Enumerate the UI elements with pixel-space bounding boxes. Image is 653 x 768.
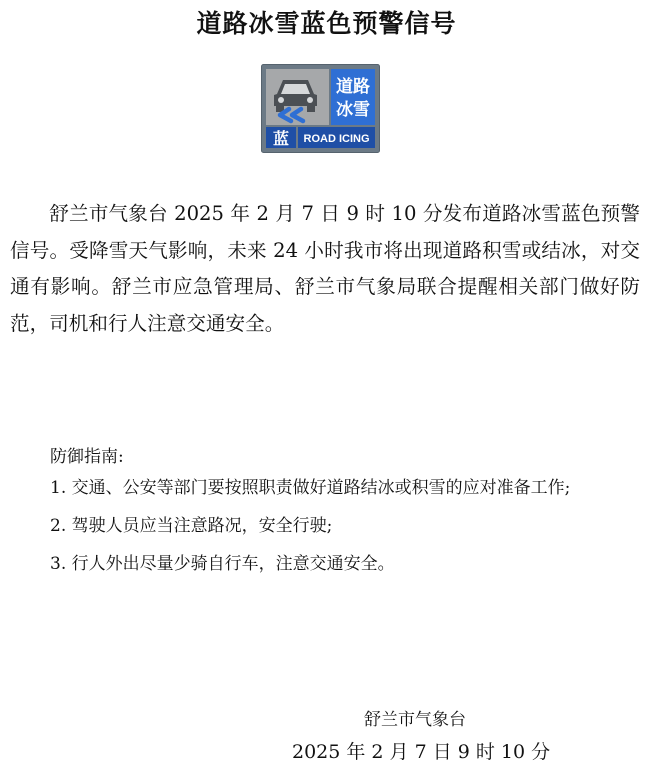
signal-label-line1: 道路: [336, 77, 370, 97]
issue-date: 2025 年 2 月 7 日 9 时 10 分: [292, 741, 551, 763]
announcement-paragraph: 舒兰市气象台 2025 年 2 月 7 日 9 时 10 分发布道路冰雪蓝色预警信号。受降雪天气影响，未来 24 小时我市将出现道路积雪或结冰，对交通有影响。舒兰市应急管理局、舒兰市气象局联合提醒相关部门做好防范，司机和行人注意交通安全。: [10, 202, 640, 335]
signal-label-line2: 冰雪: [336, 100, 370, 120]
signal-level-char: 蓝: [272, 129, 290, 148]
guide-heading: 防御指南:: [50, 447, 124, 467]
guide-item: 2. 驾驶人员应当注意路况，安全行驶;: [50, 516, 333, 536]
road-icing-blue-warning-icon: [261, 64, 380, 153]
guide-list: [10, 474, 642, 588]
signal-english-label: ROAD ICING: [303, 133, 370, 145]
guide-item: 3. 行人外出尽量少骑自行车，注意交通安全。: [50, 554, 395, 574]
issuer-signature: 舒兰市气象台: [364, 710, 466, 730]
page-title: 道路冰雪蓝色预警信号: [196, 9, 457, 38]
guide-item: 1. 交通、公安等部门要按照职责做好道路结冰或积雪的应对准备工作;: [50, 478, 571, 498]
